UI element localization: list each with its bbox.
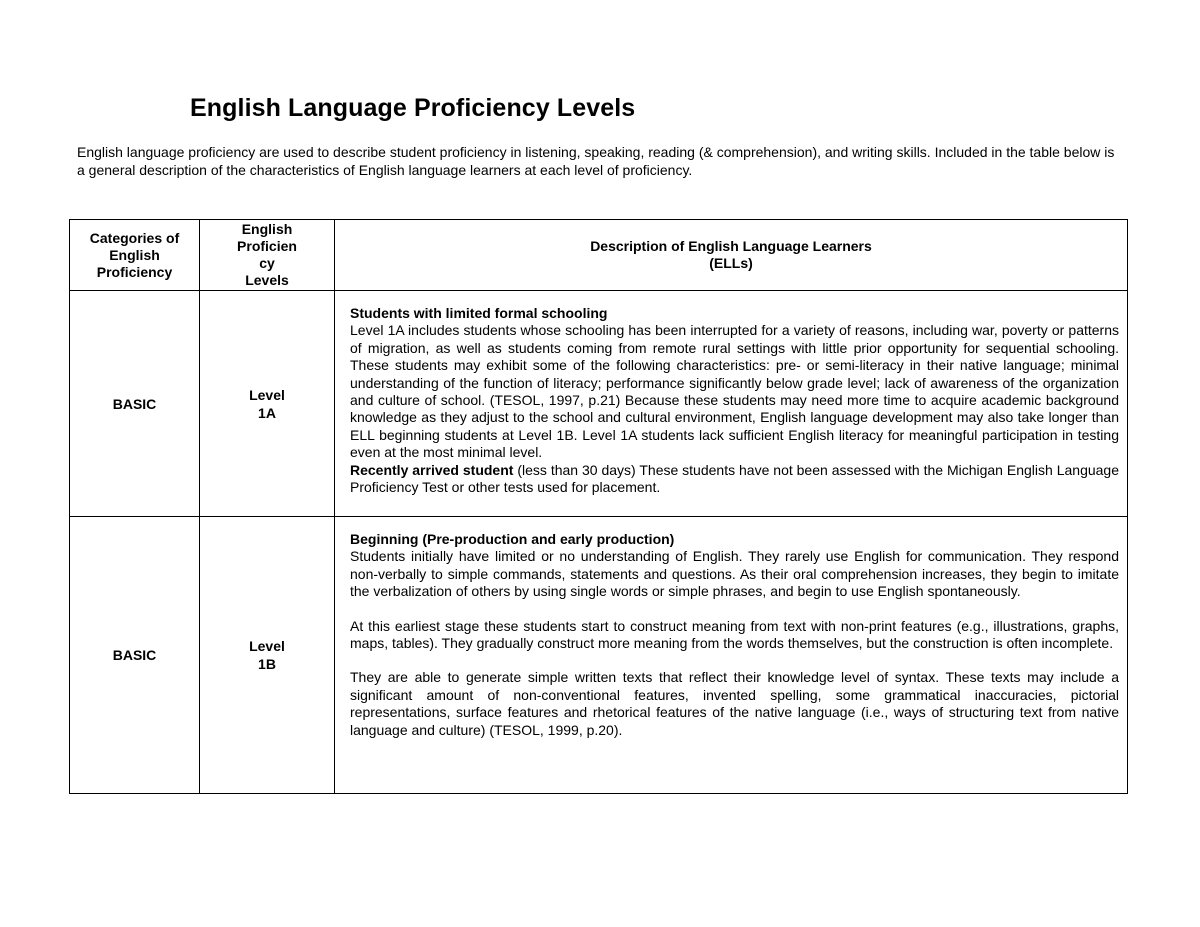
header-levels bbox=[200, 220, 335, 291]
header-levels-line2: Proficien bbox=[237, 238, 297, 254]
row-paragraph-1: Students initially have limited or no understanding of English. They rarely use English for communication. They respond non-verbally to simple commands, statements and questions. As their oral comprehension increases, they begin to imitate the verbalization of others by using single words or simple phrases, and begin to use English spontaneously. bbox=[350, 548, 1119, 600]
header-categories-label: Categories of English Proficiency bbox=[89, 229, 180, 280]
row-level-line1: Level bbox=[249, 638, 285, 654]
row-level bbox=[200, 291, 335, 517]
row-level-line1: Level bbox=[249, 386, 285, 403]
row-category: BASIC bbox=[70, 517, 200, 794]
row-description bbox=[335, 517, 1128, 794]
row-paragraph-3: They are able to generate simple written texts that reflect their knowledge level of syntax. These texts may include a significant amount of non-conventional features, invented spelling, some grammatical inaccuracies, pictorial representations, surface features and rhetorical features of the native language (i.e., ways of structuring text from native language and culture) (TESOL, 1999, p.20). bbox=[350, 669, 1119, 738]
header-levels-line4: Levels bbox=[245, 272, 289, 288]
recent-label: Recently arrived student bbox=[350, 461, 514, 478]
row-subheading: Students with limited formal schooling bbox=[350, 305, 608, 321]
recent-text: (less than 30 days) These students have not been assessed with the Michigan English Language Proficiency Test or other tests used for placement. bbox=[350, 461, 1119, 496]
row-paragraph: Level 1A includes students whose schooling has been interrupted for a variety of reasons, including war, poverty or patterns of migration, as well as students coming from remote rural settings with little prior opportunity for sequential schooling. These students may exhibit some of the following characteristics: pre- or semi-literacy in their native language; minimal understanding of the function of literacy; performance significantly below grade level; lack of awareness of the organization and culture of school. (TESOL, 1997, p.21) Because these students may need more time to acquire academic background knowledge as they adjust to the school and cultural environment, English language development may also take longer than ELL beginning students at Level 1B. Level 1A students lack sufficient English literacy for meaningful participation in testing even at the most minimal level. bbox=[350, 322, 1119, 461]
header-levels-line3: cy bbox=[259, 255, 275, 271]
header-levels-line1: English bbox=[241, 221, 293, 237]
table-row bbox=[70, 291, 1128, 517]
header-description-line2: (ELLs) bbox=[709, 255, 753, 271]
table-header-row bbox=[70, 220, 1128, 291]
row-description bbox=[335, 291, 1128, 517]
row-category: BASIC bbox=[70, 291, 200, 517]
row-level-line2: 1B bbox=[258, 656, 276, 672]
header-categories bbox=[70, 220, 200, 291]
row-paragraph-2: At this earliest stage these students start to construct meaning from text with non-print features (e.g., illustrations, graphs, maps, tables). They gradually construct more meaning from the words themselves, but the construction is often incomplete. bbox=[350, 617, 1119, 652]
header-description bbox=[335, 220, 1128, 291]
row-subheading: Beginning (Pre-production and early production) bbox=[350, 531, 675, 547]
row-level bbox=[200, 517, 335, 794]
proficiency-table bbox=[69, 219, 1128, 794]
intro-paragraph: English language proficiency are used to describe student proficiency in listening, speaking, reading (& comprehension), and writing skills. Included in the table below is a general description of the characteristics of English language learners at each level of proficiency. bbox=[77, 144, 1115, 178]
row-recent-note bbox=[350, 462, 1119, 497]
page-title: English Language Proficiency Levels bbox=[190, 94, 636, 122]
row-level-line2: 1A bbox=[258, 404, 276, 421]
table-row bbox=[70, 517, 1128, 794]
header-description-line1: Description of English Language Learners bbox=[590, 238, 872, 254]
